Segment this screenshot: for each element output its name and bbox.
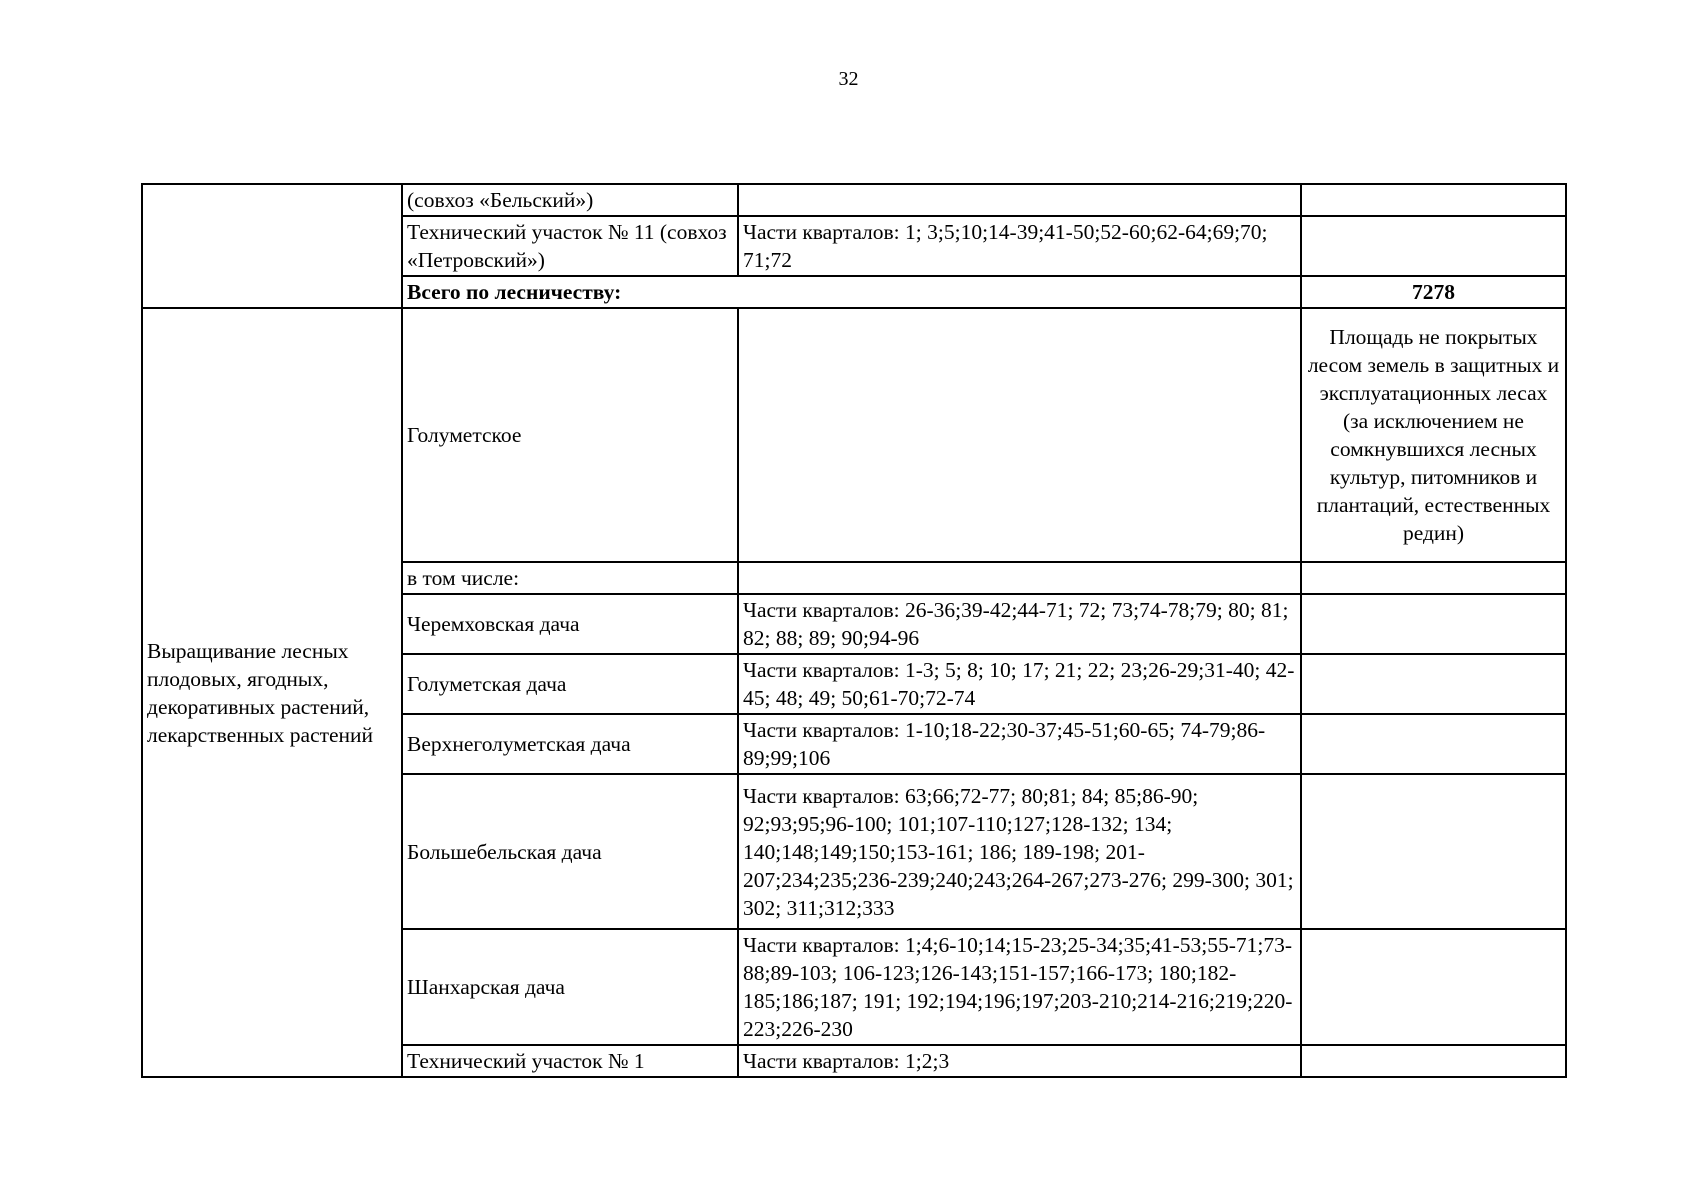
table-row <box>142 184 1566 216</box>
area-note: Площадь не покрытых лесом земель в защитных и эксплуатационных лесах (за исключением не сомкнувшихся лесных культур, питомников и плантаций, естественных редин) <box>1301 308 1566 562</box>
area-cell <box>1301 184 1566 216</box>
total-label: Всего по лесничеству: <box>402 276 1301 308</box>
total-value: 7278 <box>1301 276 1566 308</box>
subdivision-name: (совхоз «Бельский») <box>402 184 738 216</box>
forest-use-table <box>141 183 1567 1078</box>
area-cell <box>1301 654 1566 714</box>
subdivision-name: Шанхарская дача <box>402 929 738 1045</box>
subdivision-name: Большебельская дача <box>402 774 738 929</box>
including-label: в том числе: <box>402 562 738 594</box>
work-type-cell-empty <box>142 184 402 308</box>
quarters-cell: Части кварталов: 1;2;3 <box>738 1045 1301 1077</box>
page-number: 32 <box>838 68 859 90</box>
quarters-cell <box>738 562 1301 594</box>
quarters-cell <box>738 184 1301 216</box>
table-row <box>142 308 1566 562</box>
subdivision-name: Верхнеголуметская дача <box>402 714 738 774</box>
area-cell <box>1301 714 1566 774</box>
subdivision-name: Черемховская дача <box>402 594 738 654</box>
area-cell <box>1301 594 1566 654</box>
area-cell <box>1301 562 1566 594</box>
quarters-cell: Части кварталов: 63;66;72-77; 80;81; 84; 85;86-90; 92;93;95;96-100; 101;107-110;127;128-132; 134; 140;148;149;150;153-161; 186; 189-198; 201-207;234;235;236-239;240;243;264-267;273-276; 299-300; 301; 302; 311;312;333 <box>738 774 1301 929</box>
quarters-cell: Части кварталов: 1; 3;5;10;14-39;41-50;52-60;62-64;69;70; 71;72 <box>738 216 1301 276</box>
work-type-cell: Выращивание лесных плодовых, ягодных, декоративных растений, лекарственных растений <box>142 308 402 1077</box>
subdivision-name: Голуметская дача <box>402 654 738 714</box>
subdivision-name: Технический участок № 1 <box>402 1045 738 1077</box>
quarters-cell: Части кварталов: 1;4;6-10;14;15-23;25-34;35;41-53;55-71;73-88;89-103; 106-123;126-143;151-157;166-173; 180;182-185;186;187; 191; 192;194;196;197;203-210;214-216;219;220-223;226-230 <box>738 929 1301 1045</box>
area-cell <box>1301 929 1566 1045</box>
quarters-cell: Части кварталов: 1-10;18-22;30-37;45-51;60-65; 74-79;86-89;99;106 <box>738 714 1301 774</box>
subdivision-name: Технический участок № 11 (совхоз «Петровский») <box>402 216 738 276</box>
quarters-cell <box>738 308 1301 562</box>
quarters-cell: Части кварталов: 1-3; 5; 8; 10; 17; 21; 22; 23;26-29;31-40; 42-45; 48; 49; 50;61-70;72-74 <box>738 654 1301 714</box>
area-cell <box>1301 1045 1566 1077</box>
area-cell <box>1301 216 1566 276</box>
area-cell <box>1301 774 1566 929</box>
forestry-name: Голуметское <box>402 308 738 562</box>
quarters-cell: Части кварталов: 26-36;39-42;44-71; 72; 73;74-78;79; 80; 81; 82; 88; 89; 90;94-96 <box>738 594 1301 654</box>
